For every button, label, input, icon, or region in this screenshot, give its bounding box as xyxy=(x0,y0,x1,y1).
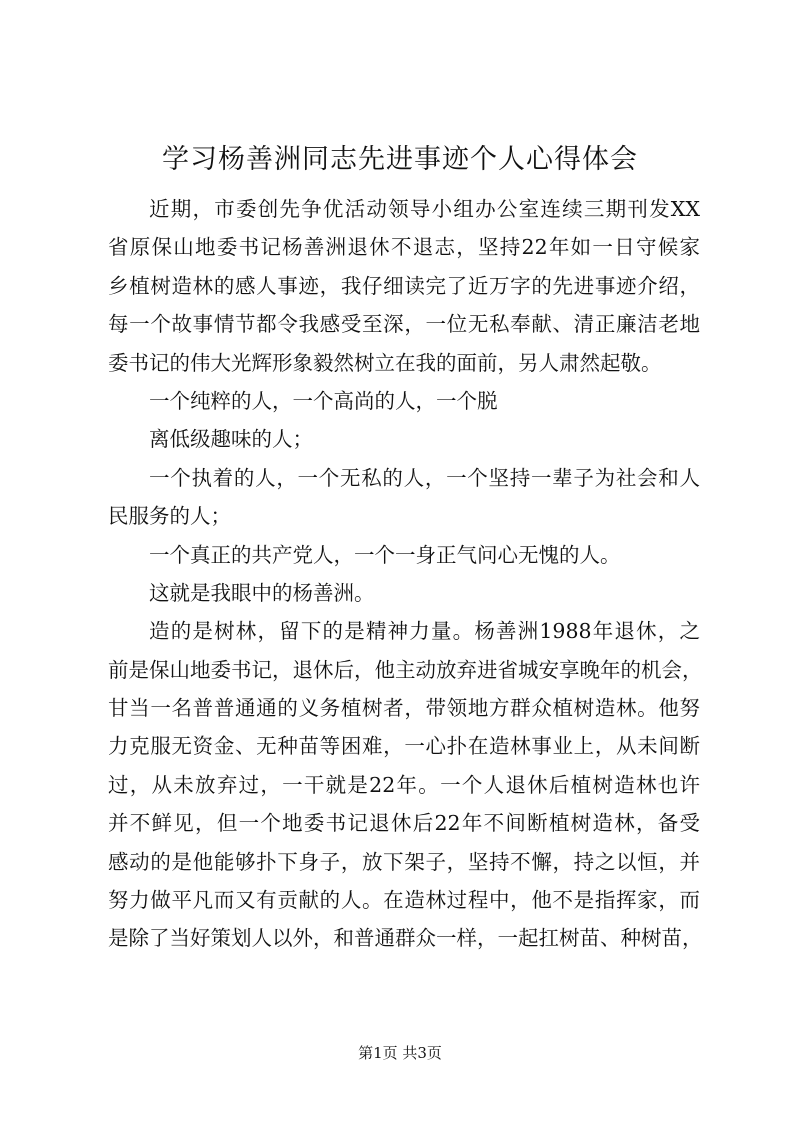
paragraph-line: 前是保山地委书记，退休后，他主动放弃进省城安享晚年的机会， xyxy=(108,657,703,682)
paragraph-line: 一个执着的人，一个无私的人，一个坚持一辈子为社会和人 xyxy=(149,465,700,490)
paragraph-line: 离低级趣味的人； xyxy=(149,427,313,452)
paragraph-line: 努力做平凡而又有贡献的人。在造林过程中，他不是指挥家，而 xyxy=(108,888,700,913)
paragraph-line: 委书记的伟大光辉形象毅然树立在我的面前，另人肃然起敬。 xyxy=(108,350,662,375)
paragraph-line: 并不鲜见，但一个地委书记退休后22年不间断植树造林，备受 xyxy=(108,811,700,836)
paragraph-line: 是除了当好策划人以外，和普通群众一样，一起扛树苗、种树苗， xyxy=(108,926,703,951)
paragraph-line: 感动的是他能够扑下身子，放下架子，坚持不懈，持之以恒，并 xyxy=(108,849,700,874)
paragraph-line: 一个纯粹的人，一个高尚的人，一个脱 xyxy=(149,388,498,413)
paragraph-line: 造的是树林，留下的是精神力量。杨善洲1988年退休，之 xyxy=(149,619,700,644)
document-body xyxy=(108,190,703,958)
paragraph-line: 这就是我眼中的杨善洲。 xyxy=(149,580,375,605)
document-title: 学习杨善洲同志先进事迹个人心得体会 xyxy=(162,144,638,175)
paragraph-line: 省原保山地委书记杨善洲退休不退志，坚持22年如一日守候家 xyxy=(108,235,700,260)
paragraph-line: 过，从未放弃过，一干就是22年。一个人退休后植树造林也许 xyxy=(108,772,700,797)
paragraph-line: 乡植树造林的感人事迹，我仔细读完了近万字的先进事迹介绍， xyxy=(108,273,700,298)
paragraph-line: 力克服无资金、无种苗等困难，一心扑在造林事业上，从未间断 xyxy=(108,734,700,759)
paragraph-line: 近期，市委创先争优活动领导小组办公室连续三期刊发XX xyxy=(149,197,700,221)
paragraph-line: 一个真正的共产党人，一个一身正气问心无愧的人。 xyxy=(149,542,621,567)
paragraph-line: 民服务的人； xyxy=(108,504,231,529)
page-footer: 第1页 共3页 xyxy=(358,1044,442,1062)
paragraph-line: 每一个故事情节都令我感受至深，一位无私奉献、清正廉洁老地 xyxy=(108,312,700,337)
paragraph-line: 甘当一名普普通通的义务植树者，带领地方群众植树造林。他努 xyxy=(108,696,700,721)
